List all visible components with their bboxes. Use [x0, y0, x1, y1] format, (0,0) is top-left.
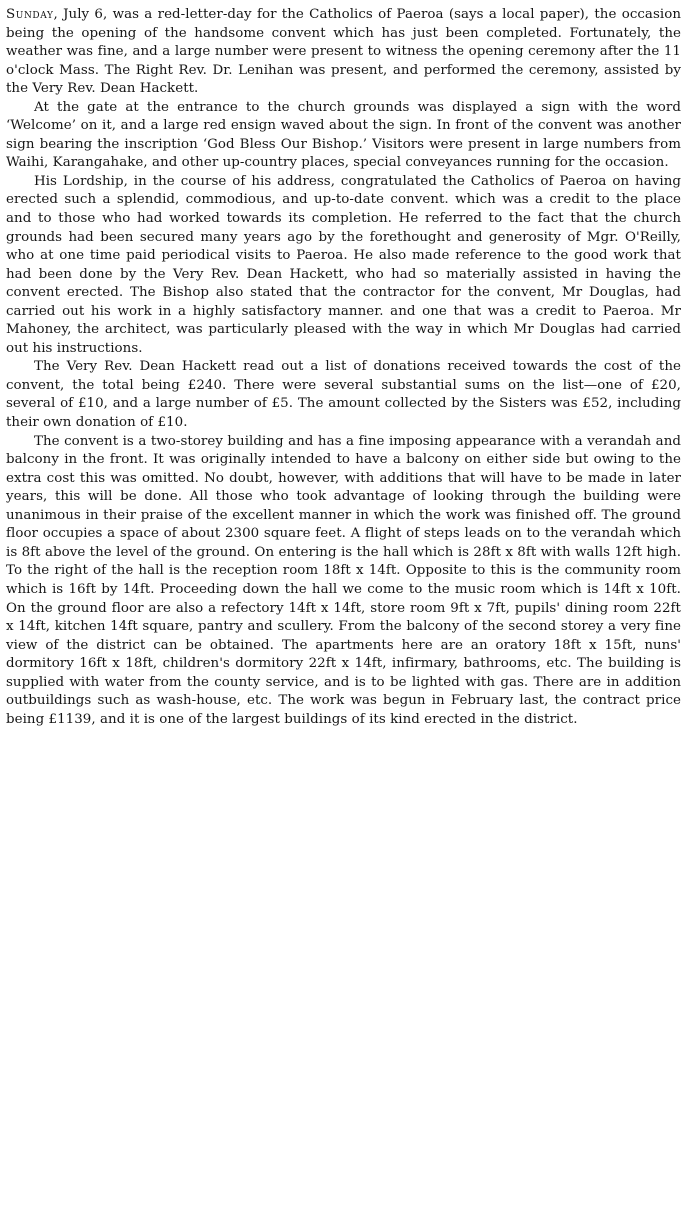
article-paragraph-5: The convent is a two-storey building and has a fine imposing appearance with a verandah and balcony in the front. It was originally intended to have a balcony on either side but owing to the extra cost this was omitted. No doubt, however, with additions that will have to be made in later years, this will be done. All those who took advantage of looking through the building were unanimous in their praise of the excellent manner in which the work was finished off. The ground floor occupies a space of about 2300 square feet. A flight of steps leads on to the verandah which is 8ft above the level of the ground. On entering is the hall which is 28ft x 8ft with walls 12ft high. To the right of the hall is the reception room 18ft x 14ft. Opposite to this is the community room which is 16ft by 14ft. Proceeding down the hall we come to the music room which is 14ft x 10ft. On the ground floor are also a refectory 14ft x 14ft, store room 9ft x 7ft, pupils' dining room 22ft x 14ft, kitchen 14ft square, pantry and scullery. From the balcony of the second storey a very fine view of the district can be obtained. The apartments here are an oratory 18ft x 15ft, nuns' dormitory 16ft x 18ft, children's dormitory 22ft x 14ft, infirmary, bathrooms, etc. The building is supplied with water from the county service, and is to be lighted with gas. There are in addition outbuildings such as wash-house, etc. The work was begun in February last, the contract price being £1139, and it is one of the largest buildings of its kind erected in the district. — [6, 433, 681, 727]
article-paragraph-3: His Lordship, in the course of his address, congratulated the Catholics of Paeroa on having erected such a splendid, commodious, and up-to-date convent. which was a credit to the place and to those who had worked towards its completion. He referred to the fact that the church grounds had been secured many years ago by the forethought and generosity of Mgr. O'Reilly, who at one time paid periodical visits to Paeroa. He also made reference to the good work that had been done by the Very Rev. Dean Hackett, who had so materially assisted in having the convent erected. The Bishop also stated that the contractor for the convent, Mr Douglas, had carried out his work in a highly satisfactory manner. and one that was a credit to Paeroa. Mr Mahoney, the architect, was particularly pleased with the way in which Mr Douglas had carried out his instructions. — [6, 173, 681, 356]
article-paragraph-2: At the gate at the entrance to the church grounds was displayed a sign with the word ‘Welcome’ on it, and a large red ensign waved about the sign. In front of the convent was another sign bearing the inscription ‘God Bless Our Bishop.’ Visitors were present in large numbers from Waihi, Karangahake, and other up-country places, special conveyances running for the occasion. — [6, 99, 681, 171]
article-paragraph-4: The Very Rev. Dean Hackett read out a list of donations received towards the cost of the convent, the total being £240. There were several substantial sums on the list—one of £20, several of £10, and a large number of £5. The amount collected by the Sisters was £52, including their own donation of £10. — [6, 359, 681, 431]
article-paragraph-1 — [6, 6, 681, 99]
paragraph-1-text: , July 6, was a red-letter-day for the Catholics of Paeroa (says a local paper), the occasion being the opening of the handsome convent which has just been completed. Fortunately, the weather was fine, and a large number were present to witness the opening ceremony after the 11 o'clock Mass. The Right Rev. Dr. Lenihan was present, and performed the ceremony, assisted by the Very Rev. Dean Hackett. — [6, 7, 681, 97]
lead-word: Sunday — [6, 7, 54, 22]
